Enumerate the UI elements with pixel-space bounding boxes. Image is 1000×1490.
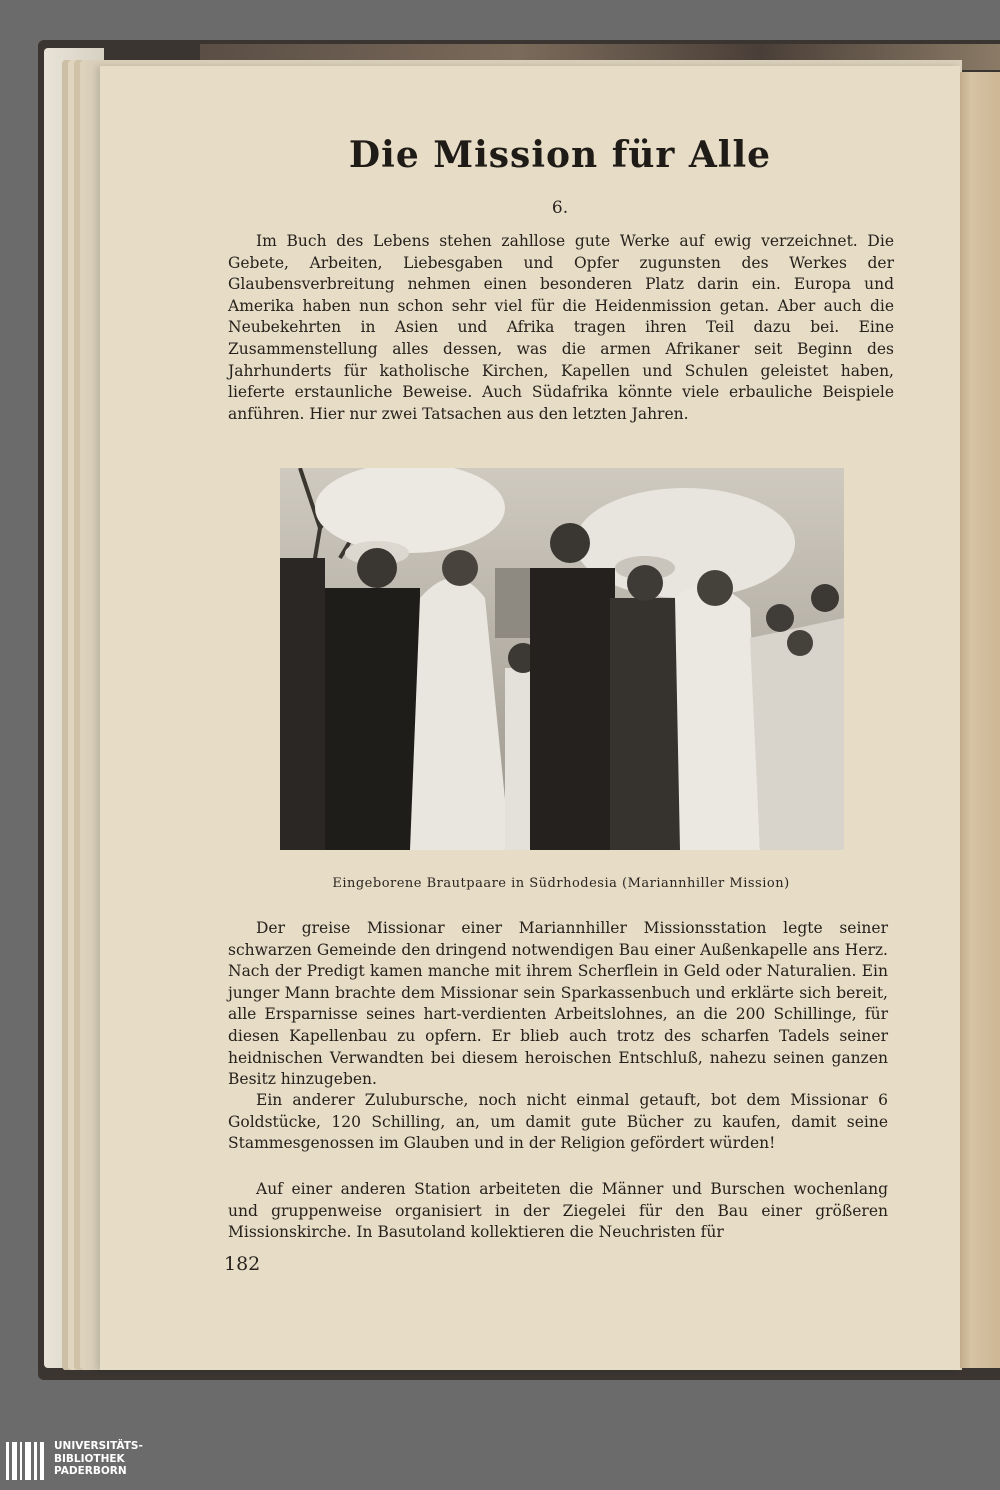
library-logo-text (54, 1440, 143, 1478)
logo-line: BIBLIOTHEK (54, 1452, 125, 1465)
paragraph-brickworks: Auf einer anderen Station arbeiteten die Männer und Burschen wochenlang und gruppenweise organisiert in der Ziegelei für den Bau einer größeren Missionskirche. In Basutoland kollektieren die Neuchristen für (228, 1180, 888, 1242)
photo-caption: Eingeborene Brautpaare in Südrhodesia (Mariannhiller Mission) (332, 876, 790, 891)
paragraph-intro: Im Buch des Lebens stehen zahllose gute Werke auf ewig verzeichnet. Die Gebete, Arbeiten, Liebesgaben und Opfer zugunsten des Werkes der Glaubensverbreitung nehmen einen besonderen Platz darin ein. Europa und Amerika haben nun schon sehr viel für die Heidenmission getan. Aber auch die Neubekehrten in Asien und Afrika tragen ihren Teil dazu bei. Eine Zusammenstellung alles dessen, was die armen Afrikaner seit Beginn des Jahrhunderts für katholische Kirchen, Kapellen und Schulen geleistet haben, lieferte erstaunliche Beweise. Auch Südafrika könnte viele erbauliche Beispiele anführen. Hier nur zwei Tatsachen aus den letzten Jahren. (228, 232, 894, 423)
paragraph-missionary: Der greise Missionar einer Mariannhiller Missionsstation legte seiner schwarzen Gemeinde den dringend notwendigen Bau einer Außenkapelle ans Herz. Nach der Predigt kamen manche mit ihrem Scherflein in Geld oder Naturalien. Ein junger Mann brachte dem Missionar sein Sparkassenbuch und erklärte sich bereit, alle Ersparnisse seines hart-verdienten Arbeitslohnes, an die 200 Schillinge, für diesen Kapellenbau zu opfern. Er blieb auch trotz des scharfen Tadels seiner heidnischen Verwandten bei diesem heroischen Entschluß, nahezu seinen ganzen Besitz hinzugeben. (228, 919, 888, 1089)
logo-line: PADERBORN (54, 1465, 127, 1477)
logo-line: UNIVERSITÄTS- (54, 1440, 143, 1452)
photo-image (280, 468, 844, 850)
wedding-photograph (280, 468, 844, 850)
library-logo (0, 1436, 260, 1490)
library-barcode-icon (6, 1442, 44, 1480)
page-title: Die Mission für Alle (348, 134, 772, 176)
page-number: 182 (224, 1253, 261, 1275)
paragraph-zulu-boy: Ein anderer Zulubursche, noch nicht einmal getauft, bot dem Missionar 6 Goldstücke, 120 Schilling, an, um damit gute Bücher zu kaufen, damit seine Stammesgenossen im Glauben und in der Religion gefördert würden! (228, 1091, 888, 1153)
section-number: 6. (551, 198, 569, 218)
